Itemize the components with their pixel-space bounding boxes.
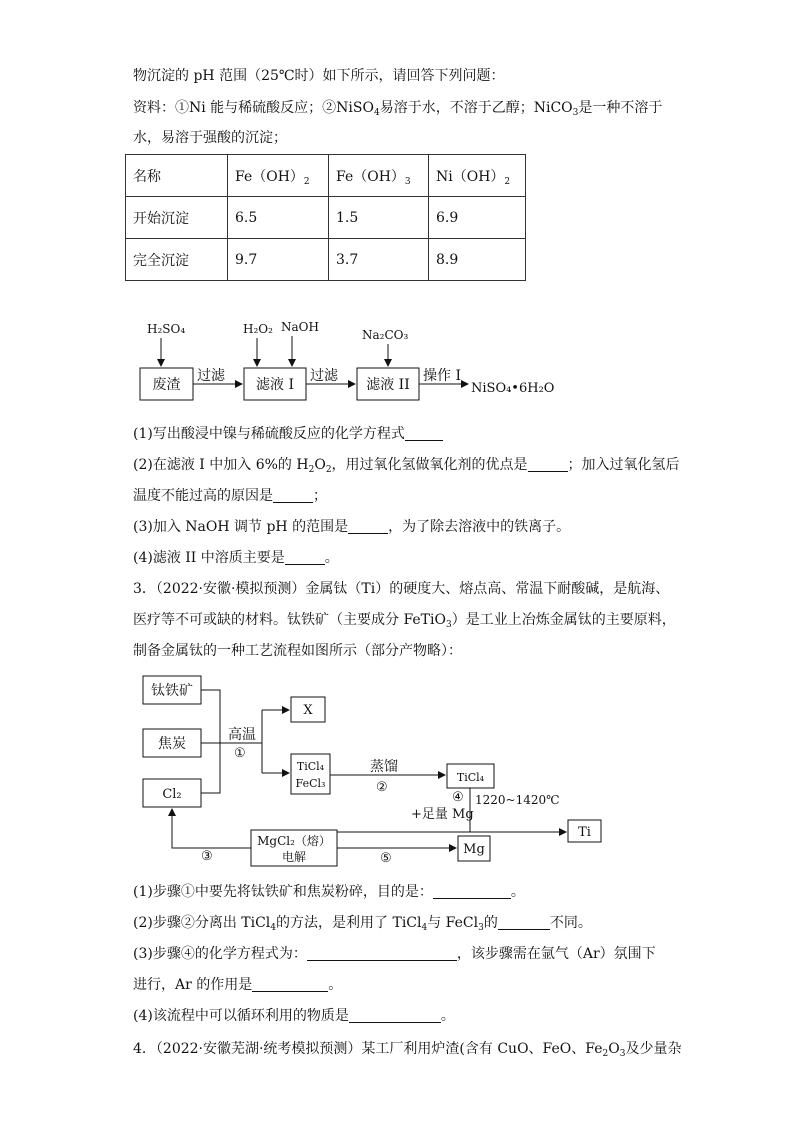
box-ilmenite-label: 钛铁矿 <box>151 683 193 699</box>
problem-3-line-3: 制备金属钛的一种工艺流程如图所示（部分产物略）： <box>133 643 462 659</box>
table-cell: 8.9 <box>429 239 526 281</box>
label-mg: +足量 Mg <box>411 807 474 822</box>
label-step-2: ② <box>376 780 388 795</box>
reference-line-2: 水，易溶于强酸的沉淀； <box>133 130 287 146</box>
question-1: (1)写出酸浸中镍与稀硫酸反应的化学方程式 <box>133 425 443 443</box>
table-header: $Fe(OH)_2$ <box>228 155 329 197</box>
connector <box>201 690 220 793</box>
question-3: (3)加入 NaOH 调节 pH 的范围是 ，为了除去溶液中的铁离子。 <box>133 519 571 535</box>
table-header: $Ni(OH)_2$ <box>429 155 526 197</box>
table-cell: 9.7 <box>228 239 329 281</box>
box-x-label: X <box>303 703 313 718</box>
question-3-1: (1)步骤①中要先将钛铁矿和焦炭粉碎，目的是： 。 <box>133 884 525 900</box>
label-step-3: ③ <box>201 849 213 864</box>
table-cell: 3.7 <box>329 239 429 281</box>
table-cell: 6.9 <box>429 197 526 239</box>
label-temp: 1220~1420℃ <box>475 793 560 807</box>
question-3-3-cont: 进行，Ar 的作用是 。 <box>133 977 343 993</box>
table-cell: 开始沉淀 <box>126 197 228 239</box>
problem-3-line-2: 医疗等不可或缺的材料。钛铁矿（主要成分 FeTiO$_3$）是工业上冶炼金属钛的主要原料， <box>133 612 676 630</box>
reagent-h2so4: H₂SO₄ <box>147 322 186 336</box>
problem-3-head: 3．（2022·安徽·模拟预测）金属钛（Ti）的硬度大、熔点高、常温下耐酸碱，是航海、 <box>133 581 670 597</box>
problem-4-head: 4．（2022·安徽芜湖·统考模拟预测）某工厂利用炉渣(含有 CuO、FeO、$Fe_2O_3$及少量杂 <box>133 1041 682 1059</box>
table-header: $Fe(OH)_3$ <box>329 155 429 197</box>
box-coke-label: 焦炭 <box>158 736 186 752</box>
box-mgcl2-label: MgCl₂（熔） <box>257 834 331 848</box>
question-3-3: (3)步骤④的化学方程式为： ，该步骤需在氩气（Ar）氛围下 <box>133 946 656 962</box>
box-mixture-ticl4: TiCl₄ <box>296 760 325 773</box>
intro-line: 物沉淀的 pH 范围（25℃时）如下所示，请回答下列问题： <box>133 68 505 84</box>
box-mgcl2-electrolysis: 电解 <box>281 850 307 864</box>
table-cell: 完全沉淀 <box>126 239 228 281</box>
reference-line: 资料：①Ni 能与稀硫酸反应；②NiSO$_4$易溶于水，不溶于乙醇；NiCO$_3$是一种不溶于 <box>133 100 663 118</box>
op-filter-2: 过滤 <box>310 368 338 384</box>
label-high-temp: 高温 <box>228 727 256 743</box>
table-cell: 1.5 <box>329 197 429 239</box>
reagent-naoh: NaOH <box>281 320 319 334</box>
box-ti-label: Ti <box>578 825 591 840</box>
box-ticl4-label: TiCl₄ <box>456 771 485 784</box>
box-filtrate-1-label: 滤液 I <box>256 377 294 393</box>
label-step-5: ⑤ <box>380 851 392 866</box>
question-2: (2)在滤液 I 中加入 6%的 $H_2O_2$，用过氧化氢做氧化剂的优点是 ；加入过氧化氢后 <box>133 457 680 475</box>
op-filter-1: 过滤 <box>197 368 225 384</box>
box-mg-label: Mg <box>463 842 485 857</box>
arrow-up <box>172 809 251 848</box>
table-cell: 6.5 <box>228 197 329 239</box>
question-3-2: (2)步骤②分离出 TiCl$_4$的方法，是利用了 TiCl$_4$与 FeCl$_3$的 不同。 <box>133 915 592 933</box>
box-filtrate-2-label: 滤液 II <box>366 377 410 393</box>
reagent-h2o2: H₂O₂ <box>243 322 273 336</box>
label-step-1: ① <box>234 746 246 761</box>
reagent-na2co3: Na₂CO₃ <box>362 328 409 342</box>
box-waste-label: 废渣 <box>152 377 181 393</box>
box-mixture-fecl3: FeCl₃ <box>295 777 326 790</box>
label-step-4: ④ <box>452 790 464 805</box>
op-step-1: 操作 I <box>423 368 461 384</box>
question-3-4: (4)该流程中可以循环利用的物质是 。 <box>133 1008 455 1024</box>
box-cl2-label: Cl₂ <box>162 787 182 802</box>
question-4: (4)滤液 II 中溶质主要是 。 <box>133 550 339 566</box>
label-distill: 蒸馏 <box>370 759 398 775</box>
table-header: 名称 <box>126 155 228 197</box>
question-2-cont: 温度不能过高的原因是 ； <box>133 488 327 504</box>
product-label: NiSO₄•6H₂O <box>471 381 555 396</box>
